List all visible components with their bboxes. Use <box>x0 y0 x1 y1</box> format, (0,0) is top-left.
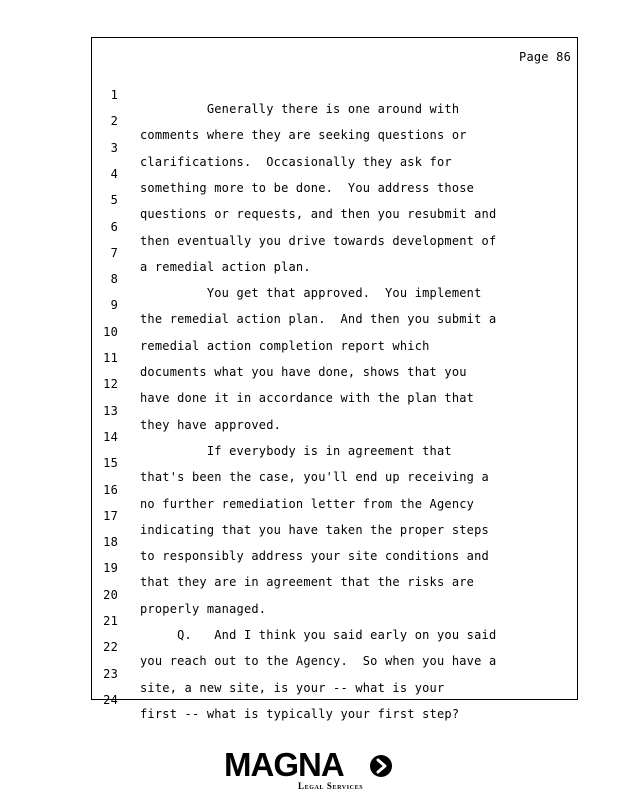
line-number: 11 <box>103 351 118 365</box>
transcript-line <box>92 416 577 458</box>
transcript-line <box>92 232 577 274</box>
transcript-line <box>92 258 577 301</box>
line-number: 15 <box>103 456 118 471</box>
line-number: 14 <box>103 429 118 444</box>
line-text: you reach out to the Agency. So when you have a <box>140 654 497 669</box>
line-text: indicating that you have taken the proper steps <box>140 522 489 537</box>
page-number: Page 86 <box>519 50 571 64</box>
transcript-line <box>92 574 577 616</box>
line-number: 5 <box>110 193 118 208</box>
transcript-line <box>92 284 577 327</box>
transcript-line <box>92 153 577 195</box>
line-text: that's been the case, you'll end up receiving a <box>140 470 489 485</box>
transcript-line <box>92 495 577 537</box>
transcript-line <box>92 653 577 695</box>
line-text: Q. And I think you said early on you said <box>140 628 497 642</box>
line-text: documents what you have done, shows that you <box>140 365 467 379</box>
line-text: comments where they are seeking questions or <box>140 128 467 143</box>
line-number: 17 <box>103 508 118 523</box>
transcript-line <box>92 442 577 485</box>
line-number: 9 <box>110 298 118 313</box>
line-number: 18 <box>103 535 118 550</box>
line-number: 2 <box>110 114 118 129</box>
transcript-line <box>92 206 577 248</box>
line-number: 10 <box>103 324 118 339</box>
line-number: 8 <box>110 272 118 287</box>
line-text: If everybody is in agreement that <box>140 443 452 458</box>
transcript-line <box>92 127 577 169</box>
magna-logo <box>0 744 618 796</box>
line-text: the remedial action plan. And then you submit a <box>140 312 497 327</box>
line-text: site, a new site, is your -- what is your <box>140 680 445 695</box>
transcript-line <box>92 679 577 721</box>
line-text: something more to be done. You address those <box>140 180 475 195</box>
line-text: properly managed. <box>140 601 267 616</box>
line-number: 21 <box>103 614 118 628</box>
line-number: 4 <box>110 166 118 181</box>
line-text: they have approved. <box>140 417 282 432</box>
logo-wordmark: MAGNA <box>224 746 344 783</box>
transcript-line <box>92 74 577 116</box>
line-text: first -- what is typically your first step? <box>140 706 460 721</box>
line-number: 19 <box>103 561 118 576</box>
line-number: 1 <box>110 88 118 102</box>
line-text: remedial action completion report which <box>140 338 430 353</box>
line-number: 3 <box>110 140 118 155</box>
line-text: questions or requests, and then you resubmit and <box>140 207 497 222</box>
transcript-line <box>92 626 577 669</box>
line-number: 6 <box>110 219 118 234</box>
transcript-line <box>92 547 577 590</box>
line-text: You get that approved. You implement <box>140 286 482 301</box>
logo-subtitle: Legal Services <box>298 781 364 791</box>
transcript-line <box>92 311 577 353</box>
line-text: a remedial action plan. <box>140 259 311 274</box>
line-number: 16 <box>103 482 118 497</box>
line-number: 12 <box>103 377 118 392</box>
line-number: 22 <box>103 640 118 655</box>
transcript-line <box>92 179 577 222</box>
line-text: have done it in accordance with the plan that <box>140 391 475 406</box>
line-number: 20 <box>103 587 118 602</box>
transcript-page <box>91 37 578 721</box>
line-text: to responsibly address your site conditions and <box>140 549 489 564</box>
line-text: that they are in agreement that the risks are <box>140 575 475 590</box>
transcript-line <box>92 100 577 143</box>
line-text: Generally there is one around with <box>140 102 460 116</box>
transcript-line <box>92 363 577 406</box>
chevron-circle-right-icon <box>369 754 393 778</box>
transcript-line <box>92 469 577 511</box>
transcript-line <box>92 390 577 432</box>
line-number: 24 <box>103 692 118 707</box>
line-text: no further remediation letter from the Agency <box>140 496 475 511</box>
line-text: clarifications. Occasionally they ask for <box>140 154 452 169</box>
transcript-line <box>92 337 577 379</box>
transcript-line <box>92 521 577 564</box>
transcript-line <box>92 600 577 642</box>
line-number: 23 <box>103 666 118 681</box>
line-number: 13 <box>103 403 118 418</box>
line-number: 7 <box>110 245 118 260</box>
line-text: then eventually you drive towards development of <box>140 233 497 248</box>
